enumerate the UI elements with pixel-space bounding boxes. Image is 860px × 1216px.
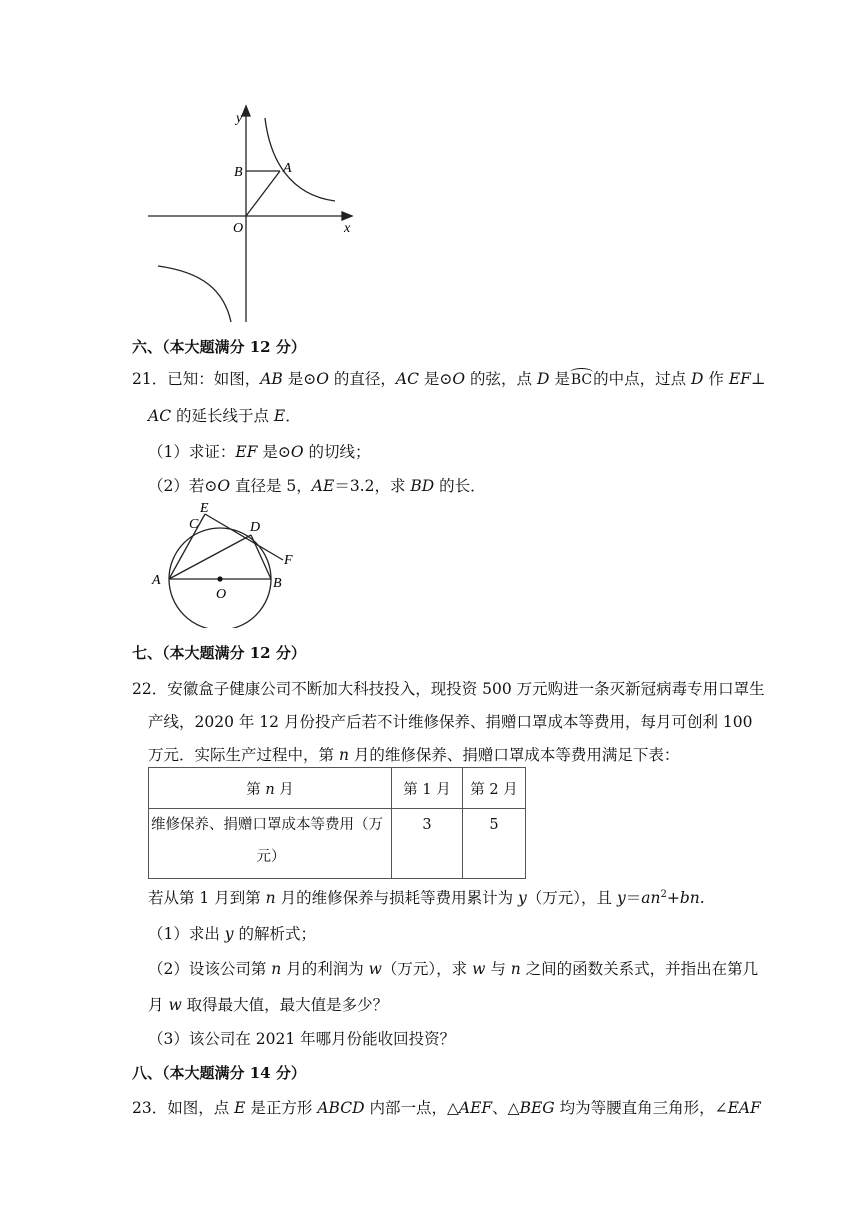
q21-part2: （2）若⊙O 直径是 5，AE＝3.2，求 BD 的长． [148,477,486,495]
label-d: D [250,520,261,535]
section-six-title: 六、（本大题满分 12 分） [132,338,306,356]
row-label: 维修保养、捐赠口罩成本等费用（万 元） [149,809,392,879]
cell-month-2-cost: 5 [463,809,526,879]
circle-figure [145,498,305,628]
header-month-n: 第 n 月 [149,768,392,809]
label-y: y [236,111,243,126]
label-o: O [233,221,244,236]
q22-part1: （1）求出 y 的解析式； [148,925,316,943]
label-b: B [273,576,282,591]
center-point [217,576,222,581]
header-month-1: 第 1 月 [392,768,463,809]
q23-line1: 23．如图，点 E 是正方形 ABCD 内部一点，△AEF、△BEG 均为等腰直角三角形，∠EAF [132,1099,761,1117]
q22-line2: 产线，2020 年 12 月份投产后若不计维修保养、捐赠口罩成本等费用，每月可创利 100 [148,713,753,731]
hyperbola-branch-lower [158,266,231,322]
hyperbola-branch-upper [265,118,335,201]
section-eight-title: 八、（本大题满分 14 分） [132,1064,306,1082]
label-c: C [189,517,199,532]
label-a: A [283,161,292,176]
label-a: A [152,573,161,588]
label-e: E [200,501,209,516]
q21-line2: AC 的延长线于点 E． [148,407,301,425]
cost-table [148,767,526,879]
q22-line1: 22．安徽盒子健康公司不断加大科技投入，现投资 500 万元购进一条灭新冠病毒专用口罩生 [132,680,765,698]
q22-part2-line1: （2）设该公司第 n 月的利润为 w（万元），求 w 与 n 之间的函数关系式，并指出在第几 [148,960,759,978]
label-x: x [344,221,351,236]
y-axis-arrow [242,106,250,116]
x-axis-arrow [342,212,352,220]
label-b: B [234,165,243,180]
arc-bc-symbol: BC [570,372,593,388]
line-db [251,535,271,579]
table-row [149,809,526,879]
q22-part3: （3）该公司在 2021 年哪月份能收回投资？ [148,1030,456,1048]
section-seven-title: 七、（本大题满分 12 分） [132,644,306,662]
table-header-row [149,768,526,809]
label-o: O [216,587,227,602]
q22-condition: 若从第 1 月到第 n 月的维修保养与损耗等费用累计为 y（万元），且 $y=an^2+bn$. [148,888,705,907]
segment-oa [246,171,280,216]
q22-part2-line2: 月 w 取得最大值，最大值是多少？ [148,996,389,1014]
label-f: F [284,553,293,568]
hyperbola-figure [140,100,360,326]
q21-line1: 21．已知：如图，AB 是⊙O 的直径，AC 是⊙O 的弦，点 D 是BC的中点，过点 D 作 EF⊥ [132,370,766,388]
q21-part1: （1）求证：EF 是⊙O 的切线； [148,443,371,461]
header-month-2: 第 2 月 [463,768,526,809]
cell-month-1-cost: 3 [392,809,463,879]
q22-line3: 万元．实际生产过程中，第 n 月的维修保养、捐赠口罩成本等费用满足下表： [148,746,680,764]
